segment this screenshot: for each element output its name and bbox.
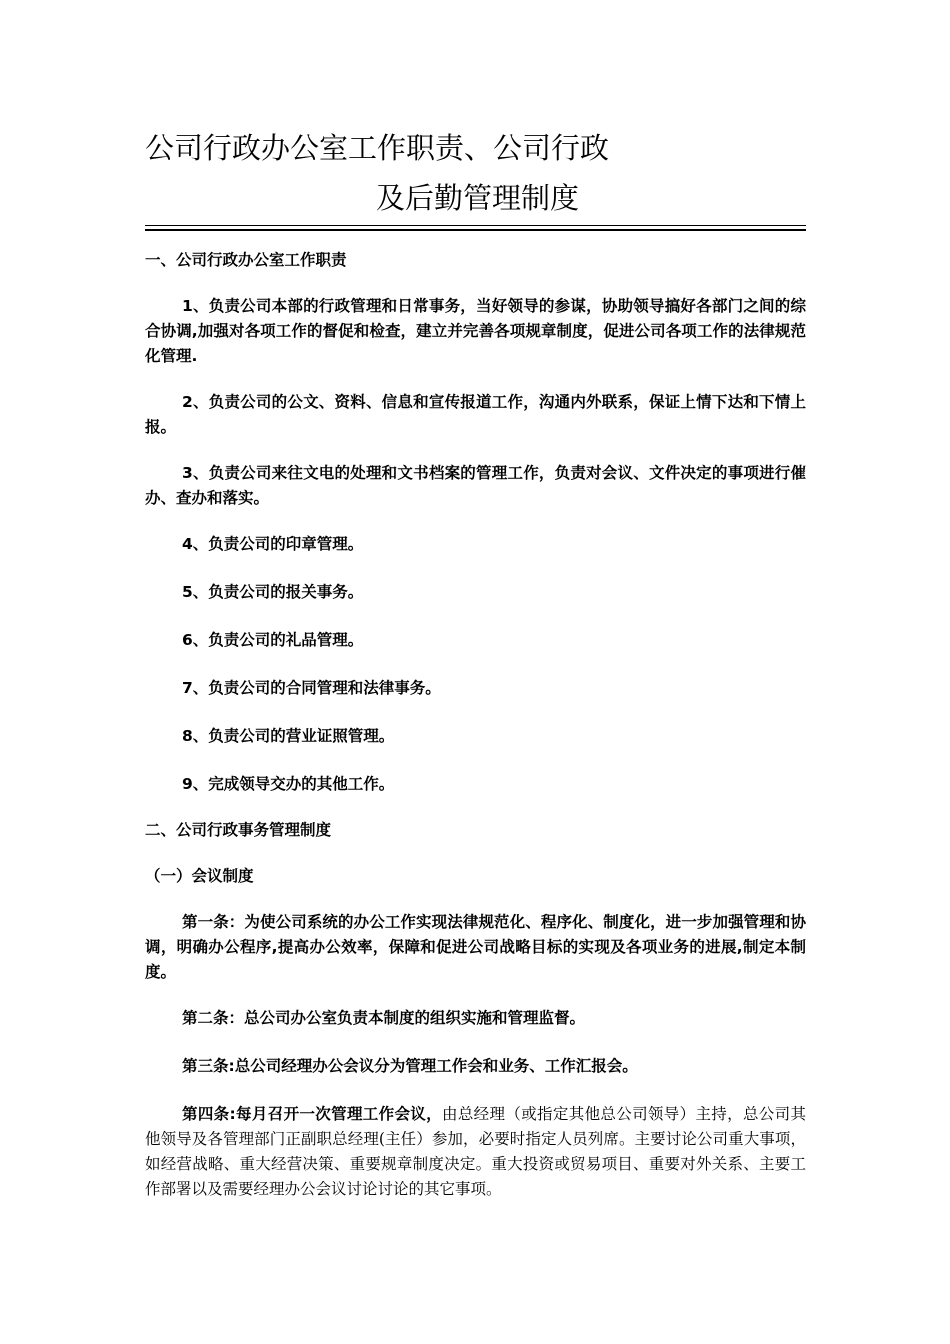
section-2-heading: 二、公司行政事务管理制度 [145, 821, 332, 839]
document-body [145, 248, 806, 1202]
duty-item-7: 7、负责公司的合同管理和法律事务。 [182, 679, 441, 697]
article-3: 第三条:总公司经理办公会议分为管理工作会和业务、工作汇报会。 [182, 1057, 638, 1075]
duty-item-8: 8、负责公司的营业证照管理。 [182, 727, 395, 745]
duty-item-6: 6、负责公司的礼品管理。 [182, 631, 364, 649]
duty-item-1: 1、负责公司本部的行政管理和日常事务，当好领导的参谋，协助领导搞好各部门之间的综合协调,加强对各项工作的督促和检查，建立并完善各项规章制度，促进公司各项工作的法律规范化管理. [145, 297, 806, 365]
article-4 [145, 1102, 806, 1202]
title-divider [145, 225, 806, 231]
article-2: 第二条：总公司办公室负责本制度的组织实施和管理监督。 [182, 1009, 586, 1027]
duty-item-4: 4、负责公司的印章管理。 [182, 535, 364, 553]
article-4-lead: 第四条:每月召开一次管理工作会议， [182, 1105, 442, 1123]
article-4-body: 由总经理（或指定其他总公司领导）主持，总公司其他领导及各管理部门正副职总经理(主任）参加，必要时指定人员列席。主要讨论公司重大事项，如经营战略、重大经营决策、重要规章制度决定。重大投资或贸易项目、重要对外关系、主要工作部署以及需要经理办公会议讨论讨论的其它事项。 [145, 1105, 806, 1198]
duty-item-9: 9、完成领导交办的其他工作。 [182, 775, 395, 793]
document-title-line-1: 公司行政办公室工作职责、公司行政 [145, 131, 610, 165]
duty-item-3: 3、负责公司来往文电的处理和文书档案的管理工作，负责对会议、文件决定的事项进行催办、查办和落实。 [145, 464, 806, 507]
duty-item-2: 2、负责公司的公文、资料、信息和宣传报道工作，沟通内外联系，保证上情下达和下情上报。 [145, 393, 806, 436]
document-title-line-2: 及后勤管理制度 [376, 181, 580, 215]
section-1-heading: 一、公司行政办公室工作职责 [145, 251, 347, 269]
duty-item-5: 5、负责公司的报关事务。 [182, 583, 364, 601]
subsection-1-heading: （一）会议制度 [145, 867, 254, 885]
article-1: 第一条：为使公司系统的办公工作实现法律规范化、程序化、制度化，进一步加强管理和协调，明确办公程序,提高办公效率，保障和促进公司战略目标的实现及各项业务的进展,制定本制度。 [145, 913, 806, 981]
